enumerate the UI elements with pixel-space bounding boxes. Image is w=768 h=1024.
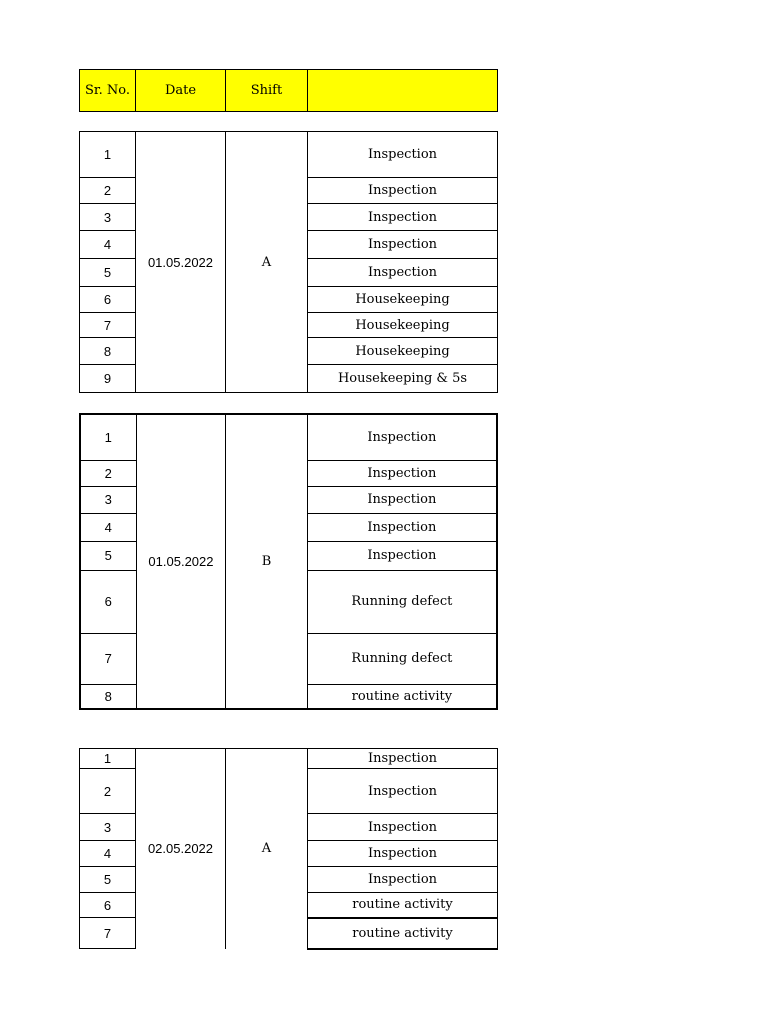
sr-no-cell[interactable]: 3 [80,204,136,231]
sr-no-cell[interactable]: 6 [80,570,136,633]
sr-no-cell[interactable]: 1 [80,132,136,178]
sr-no-cell[interactable]: 6 [80,287,136,313]
activity-cell[interactable]: Inspection [308,259,498,287]
date-cell[interactable]: 01.05.2022 [136,414,226,709]
table-row [80,132,498,178]
sr-no-cell[interactable]: 7 [80,918,136,949]
activity-cell[interactable]: Housekeeping & 5s [308,365,498,393]
activity-cell[interactable]: Inspection [307,513,497,541]
activity-cell[interactable]: routine activity [308,918,498,949]
activity-cell[interactable]: Inspection [308,749,498,769]
activity-cell[interactable]: Housekeeping [308,287,498,313]
activity-cell[interactable]: Housekeeping [308,338,498,365]
activity-cell[interactable]: Inspection [308,231,498,259]
sr-no-cell[interactable]: 1 [80,749,136,769]
header-sr-no[interactable]: Sr. No. [80,70,136,112]
sr-no-cell[interactable]: 4 [80,841,136,867]
sr-no-cell[interactable]: 5 [80,867,136,893]
header-date[interactable]: Date [136,70,226,112]
sr-no-cell[interactable]: 8 [80,338,136,365]
table-row [80,749,498,769]
activity-cell[interactable]: Inspection [308,867,498,893]
activity-cell[interactable]: Inspection [308,204,498,231]
sr-no-cell[interactable]: 5 [80,541,136,570]
sr-no-cell[interactable]: 9 [80,365,136,393]
header-row [80,70,498,112]
header-row-table [79,69,498,112]
shift-block-1 [79,131,498,393]
sr-no-cell[interactable]: 6 [80,893,136,918]
shift-block-3 [79,748,498,950]
sr-no-cell[interactable]: 1 [80,414,136,460]
shift-block-2 [79,413,498,710]
sr-no-cell[interactable]: 7 [80,313,136,338]
sr-no-cell[interactable]: 2 [80,178,136,204]
activity-cell[interactable]: Inspection [308,132,498,178]
sr-no-cell[interactable]: 7 [80,633,136,684]
spreadsheet [79,69,498,941]
table-row [80,414,497,460]
activity-cell[interactable]: Inspection [308,178,498,204]
shift-cell[interactable]: B [226,414,307,709]
activity-cell[interactable]: Housekeeping [308,313,498,338]
activity-cell[interactable]: Running defect [307,570,497,633]
sr-no-cell[interactable]: 2 [80,769,136,814]
activity-cell[interactable]: Inspection [307,486,497,513]
shift-cell[interactable]: A [226,749,308,949]
date-cell[interactable]: 01.05.2022 [136,132,226,393]
activity-cell[interactable]: Inspection [308,814,498,841]
sr-no-cell[interactable]: 8 [80,684,136,709]
activity-cell[interactable]: Inspection [307,460,497,486]
date-cell[interactable]: 02.05.2022 [136,749,226,949]
shift-cell[interactable]: A [226,132,308,393]
activity-cell[interactable]: Running defect [307,633,497,684]
sr-no-cell[interactable]: 5 [80,259,136,287]
sr-no-cell[interactable]: 3 [80,486,136,513]
activity-cell[interactable]: Inspection [308,841,498,867]
header-shift[interactable]: Shift [226,70,308,112]
activity-cell[interactable]: routine activity [308,893,498,918]
sr-no-cell[interactable]: 4 [80,513,136,541]
sr-no-cell[interactable]: 3 [80,814,136,841]
activity-cell[interactable]: Inspection [307,414,497,460]
sr-no-cell[interactable]: 2 [80,460,136,486]
activity-cell[interactable]: routine activity [307,684,497,709]
sr-no-cell[interactable]: 4 [80,231,136,259]
activity-cell[interactable]: Inspection [308,769,498,814]
activity-cell[interactable]: Inspection [307,541,497,570]
header-activity[interactable] [308,70,498,112]
